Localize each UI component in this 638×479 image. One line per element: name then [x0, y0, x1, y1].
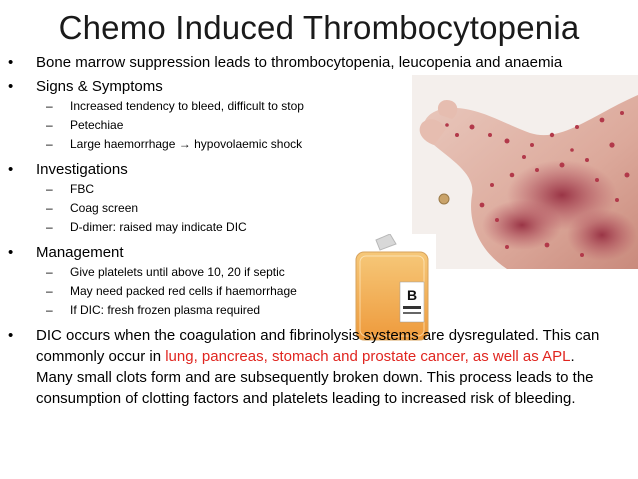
sub-text: If DIC: fresh frozen plasma required — [70, 303, 261, 317]
sub-bullet — [6, 263, 626, 282]
sub-bullet — [6, 97, 626, 116]
bullet-item — [6, 159, 626, 180]
dic-text-part1: DIC occurs when the coagulation and fibrinolysis systems are dysregulated. This can commonly occur in — [36, 327, 600, 365]
sub-bullet — [6, 199, 626, 218]
bullet-item — [6, 76, 626, 97]
sub-bullet — [6, 218, 626, 237]
bag-label-text: B — [406, 287, 418, 303]
sub-marker: – — [46, 118, 53, 132]
bullet-marker: • — [8, 244, 14, 261]
sub-bullet — [6, 116, 626, 135]
sub-bullet — [6, 301, 626, 320]
bullet-item — [6, 52, 626, 73]
dic-highlight-text: lung, pancreas, stomach and prostate cancer, as well as APL — [165, 348, 571, 365]
bullet-marker: • — [8, 54, 14, 71]
bullet-text: Management — [36, 244, 124, 261]
bullet-text: Bone marrow suppression leads to thrombocytopenia, leucopenia and anaemia — [36, 54, 563, 71]
sub-marker: – — [46, 99, 53, 113]
bullet-text: Investigations — [36, 161, 128, 178]
sub-bullet — [6, 282, 626, 301]
sub-text: Petechiae — [70, 118, 124, 132]
sub-text: May need packed red cells if haemorrhage — [70, 284, 297, 298]
sub-text: Coag screen — [70, 201, 139, 215]
sub-marker: – — [46, 265, 53, 279]
bullet-marker: • — [8, 327, 14, 344]
arrow-icon: → — [178, 137, 195, 151]
bullet-marker: • — [8, 78, 14, 95]
bullet-item — [6, 242, 626, 263]
sub-text: Large haemorrhage — [70, 137, 176, 151]
sub-marker: – — [46, 201, 53, 215]
bullet-item-dic — [6, 325, 611, 409]
slide-title: Chemo Induced Thrombocytopenia — [58, 9, 580, 46]
sub-text: Increased tendency to bleed, difficult to stop — [70, 99, 304, 113]
sub-text-after: hypovolaemic shock — [194, 137, 303, 151]
sub-marker: – — [46, 182, 53, 196]
sub-bullet — [6, 180, 626, 199]
sub-marker: – — [46, 303, 53, 317]
sub-marker: – — [46, 137, 53, 151]
slide-content — [6, 52, 626, 409]
bullet-text: Signs & Symptoms — [36, 78, 163, 95]
sub-marker: – — [46, 284, 53, 298]
sub-text: D-dimer: raised may indicate DIC — [70, 220, 247, 234]
dic-text-part2: . Many small clots form and are subsequently broken down. This process leads to the consumption of clotting factors and platelets leading to increased risk of bleeding. — [36, 348, 594, 407]
sub-text: FBC — [70, 182, 94, 196]
bullet-marker: • — [8, 161, 14, 178]
sub-bullet — [6, 135, 626, 154]
sub-marker: – — [46, 220, 53, 234]
sub-text: Give platelets until above 10, 20 if septic — [70, 265, 285, 279]
